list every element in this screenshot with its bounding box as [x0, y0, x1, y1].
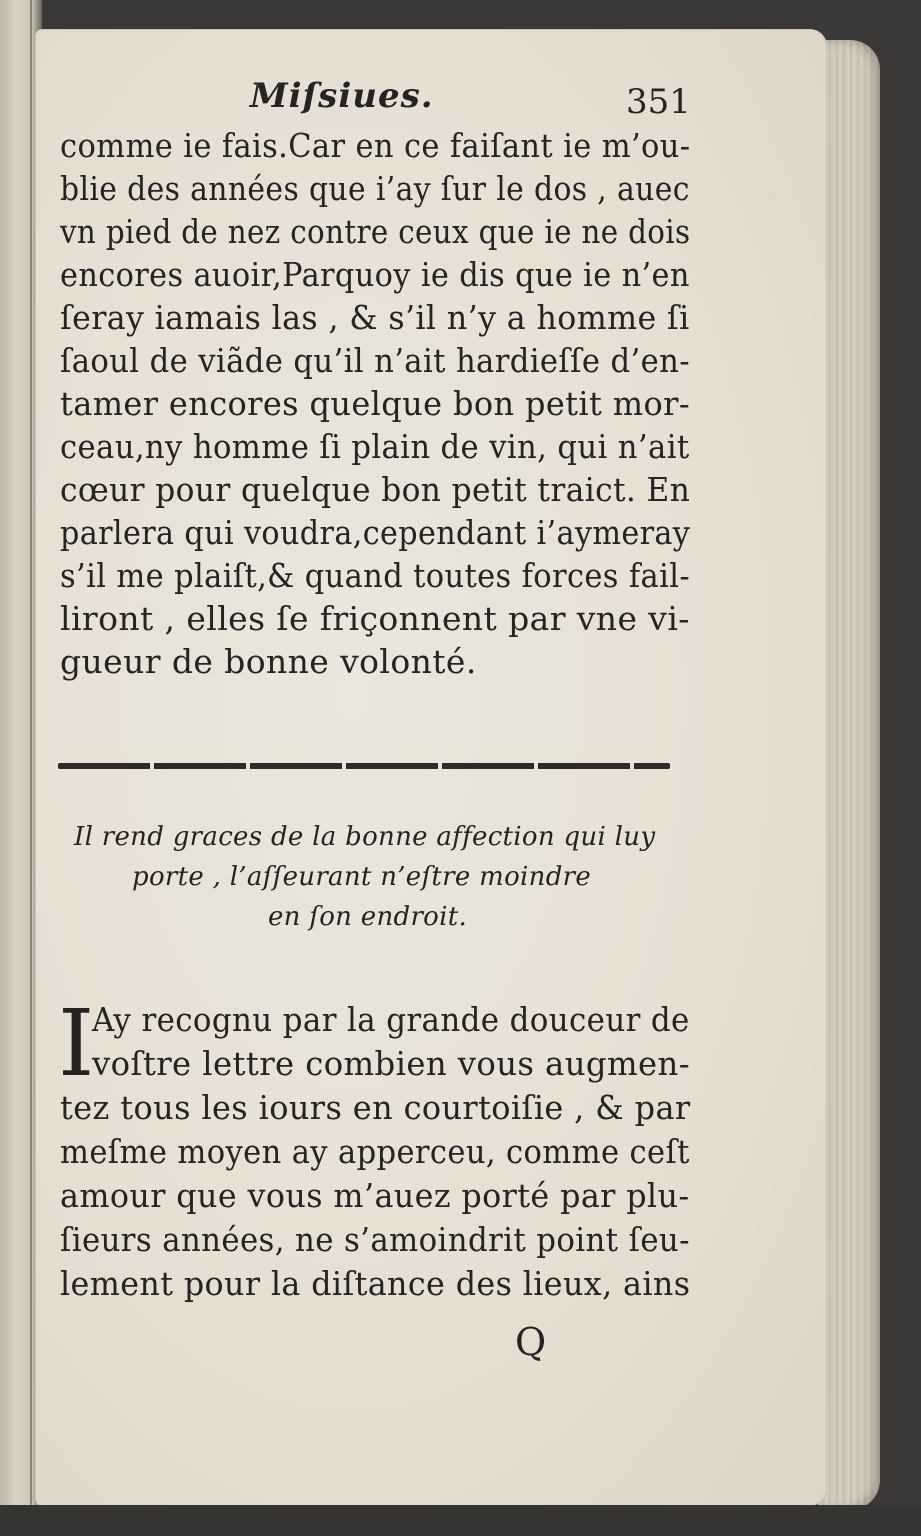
letter-line: amour que vous m’auez porté par plu-	[60, 1176, 690, 1215]
body-line: ſeray iamais las , & s’il n’y a homme ſi	[60, 298, 690, 337]
scan-bottom-shadow	[0, 1505, 921, 1536]
body-line: cœur pour quelque bon petit traict. En	[60, 470, 691, 509]
body-line: comme ie fais.Car en ce faiſant ie m’ou-	[60, 126, 691, 165]
body-line: gueur de bonne volonté.	[60, 642, 477, 681]
body-line: encores auoir,Parquoy ie dis que ie n’en	[60, 255, 690, 294]
body-line: vn pied de nez contre ceux que ie ne dois	[60, 212, 691, 251]
page-fore-edge	[818, 40, 880, 1510]
body-line: ſaoul de viãde qu’il n’ait hardieſſe d’en-	[60, 341, 690, 380]
letter-line: ſieurs années, ne s’amoindrit point ſeu-	[60, 1220, 690, 1259]
page-gutter-line	[30, 0, 32, 1536]
body-line: ceau,ny homme ſi plain de vin, qui n’ait	[60, 427, 690, 466]
letter-heading-line: porte , l’aſſeurant n’eſtre moindre	[132, 862, 592, 892]
letter-line: tez tous les iours en courtoiſie , & par	[60, 1088, 691, 1127]
letter-heading-line: Il rend graces de la bonne affection qui luy	[74, 822, 656, 852]
body-line: s’il me plaiſt,& quand toutes forces fail-	[60, 556, 691, 595]
drop-cap-initial: I	[58, 990, 95, 1097]
body-line: blie des années que i’ay ſur le dos , auec	[60, 169, 690, 208]
letter-line: Ay recognu par la grande douceur de	[92, 1000, 690, 1039]
body-line: liront , elles ſe friçonnent par vne vi-	[60, 599, 690, 638]
section-divider-rule	[58, 763, 670, 769]
body-line: parlera qui voudra,cependant i’aymeray	[60, 513, 691, 552]
catchword: Q	[515, 1320, 547, 1364]
running-head: Miſsiues.	[250, 76, 434, 116]
letter-heading-line: en ſon endroit.	[268, 902, 468, 932]
body-line: tamer encores quelque bon petit mor-	[60, 384, 691, 423]
page-number: 351	[626, 82, 691, 122]
letter-line: lement pour la diſtance des lieux, ains	[60, 1264, 691, 1303]
letter-line: meſme moyen ay apperceu, comme ceſt	[60, 1132, 690, 1171]
letter-line: voſtre lettre combien vous augmen-	[92, 1044, 691, 1083]
